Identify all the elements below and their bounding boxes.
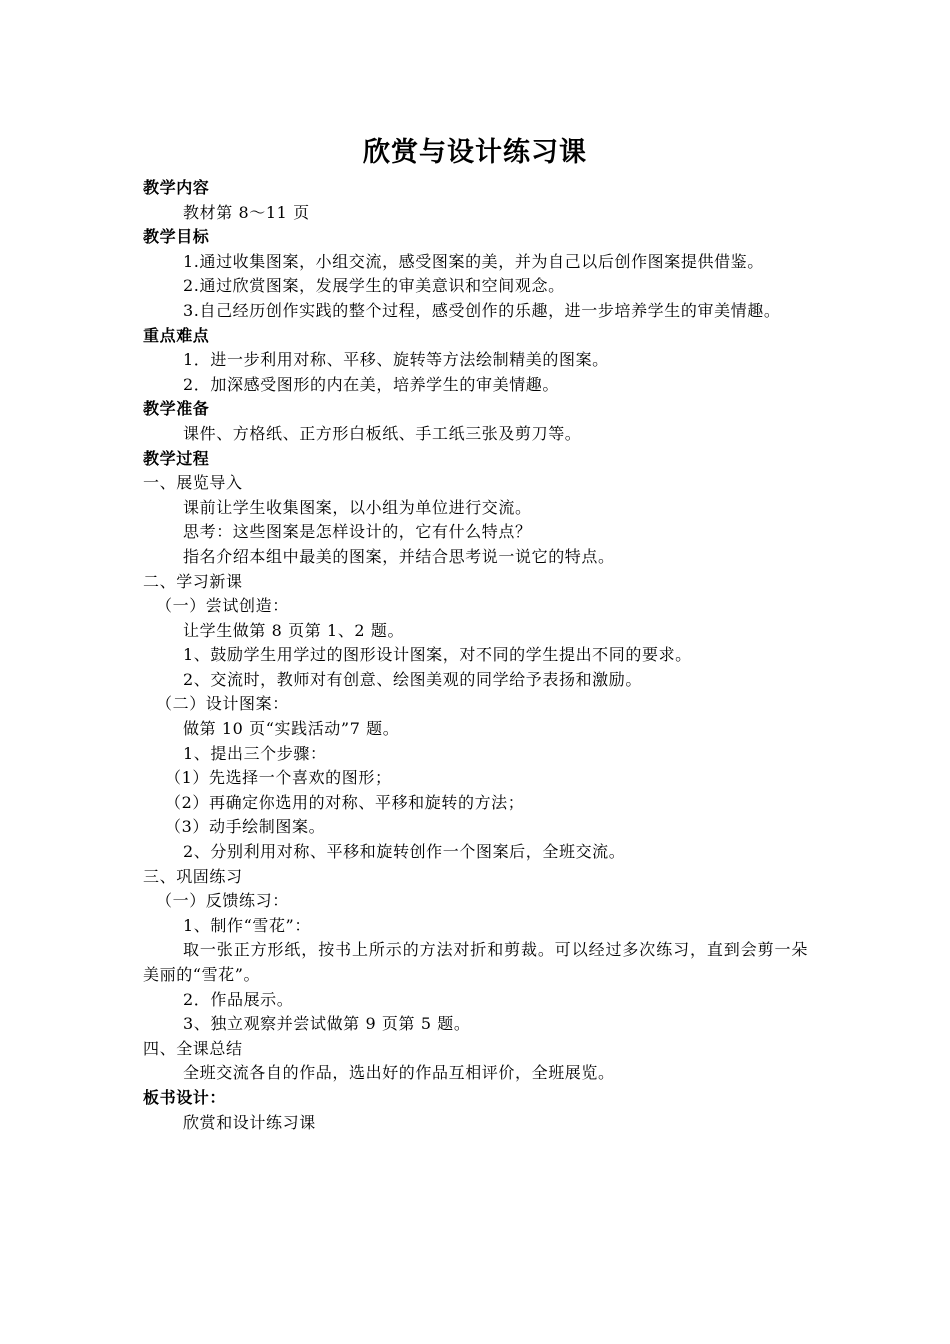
text-line: 课前让学生收集图案，以小组为单位进行交流。: [183, 497, 532, 517]
section-heading: 教学过程: [143, 448, 210, 468]
text-line: （3）动手绘制图案。: [165, 817, 326, 837]
text-line: 欣赏和设计练习课: [183, 1112, 316, 1132]
text-line: （一）尝试创造：: [156, 596, 289, 616]
text-line: 2．作品展示。: [183, 989, 294, 1009]
text-line: 2．加深感受图形的内在美，培养学生的审美情趣。: [183, 374, 559, 394]
document-body: [143, 176, 808, 1135]
text-line: 让学生做第 8 页第 1、2 题。: [183, 620, 405, 640]
text-line: 三、巩固练习: [143, 866, 243, 886]
text-line: 3、独立观察并尝试做第 9 页第 5 题。: [183, 1014, 471, 1034]
text-line: 课件、方格纸、正方形白板纸、手工纸三张及剪刀等。: [183, 423, 582, 443]
text-line: 取一张正方形纸，按书上所示的方法对折和剪裁。可以经过多次练习，直到会剪一朵美丽的“雪花”。: [143, 940, 808, 984]
text-line: （1）先选择一个喜欢的图形；: [165, 768, 392, 788]
text-line: 一、展览导入: [143, 473, 243, 493]
section-heading: 教学目标: [143, 227, 210, 247]
text-line: 四、全课总结: [143, 1038, 243, 1058]
text-line: 二、学习新课: [143, 571, 243, 591]
section-heading: 教学准备: [143, 399, 210, 419]
text-line: 做第 10 页“实践活动”7 题。: [183, 719, 400, 739]
text-line: 思考：这些图案是怎样设计的，它有什么特点？: [183, 522, 532, 542]
text-line: 1、制作“雪花”：: [183, 915, 311, 935]
section-heading: 重点难点: [143, 325, 210, 345]
section-heading: 板书设计：: [143, 1087, 227, 1107]
text-line: 2、分别利用对称、平移和旋转创作一个图案后，全班交流。: [183, 842, 626, 862]
text-line: 1、鼓励学生用学过的图形设计图案，对不同的学生提出不同的要求。: [183, 645, 692, 665]
text-line: 教材第 8～11 页: [183, 202, 310, 222]
text-line: （一）反馈练习：: [156, 891, 289, 911]
text-line: 2、交流时，教师对有创意、绘图美观的同学给予表扬和激励。: [183, 669, 642, 689]
document-title: 欣赏与设计练习课: [363, 137, 587, 168]
text-line: （2）再确定你选用的对称、平移和旋转的方法；: [165, 792, 525, 812]
text-line: 1．进一步利用对称、平移、旋转等方法绘制精美的图案。: [183, 350, 609, 370]
text-line: 指名介绍本组中最美的图案，并结合思考说一说它的特点。: [183, 546, 615, 566]
text-line: 2.通过欣赏图案，发展学生的审美意识和空间观念。: [183, 276, 565, 296]
text-line: 1、提出三个步骤：: [183, 743, 327, 763]
text-line: 1.通过收集图案，小组交流，感受图案的美，并为自己以后创作图案提供借鉴。: [183, 251, 764, 271]
text-line: 全班交流各自的作品，选出好的作品互相评价，全班展览。: [183, 1063, 615, 1083]
text-line: （二）设计图案：: [156, 694, 289, 714]
text-line: 3.自己经历创作实践的整个过程，感受创作的乐趣，进一步培养学生的审美情趣。: [183, 300, 781, 320]
section-heading: 教学内容: [143, 178, 210, 197]
